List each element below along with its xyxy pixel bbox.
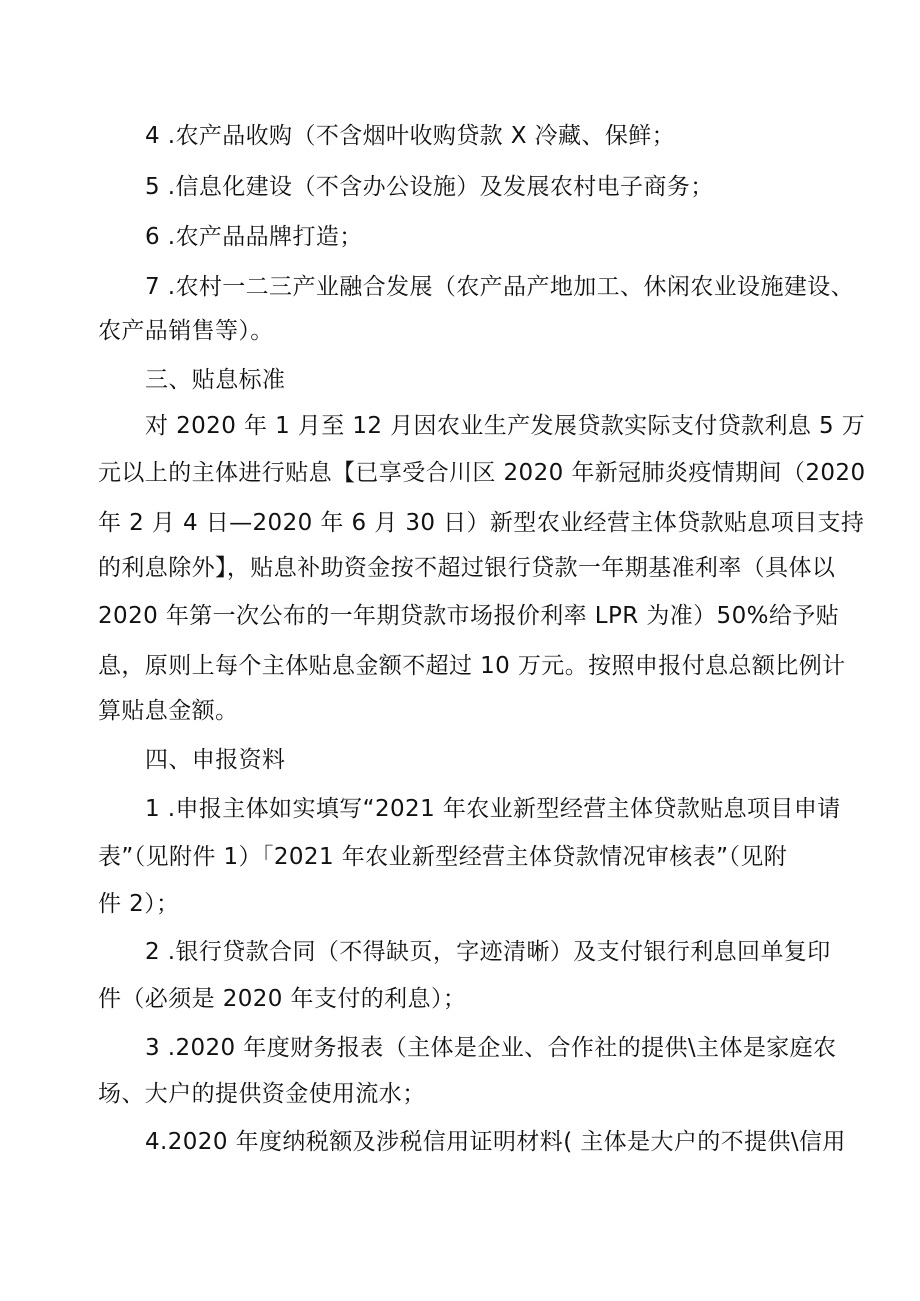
list-item-4: 4 .农产品收购（不含烟叶收购贷款 X 冷藏、保鲜； [145,123,676,149]
list-item-req-1-cont: 件 2）； [98,891,180,917]
section-heading-3: 三、贴息标准 [145,367,286,393]
list-item-req-2-cont: 件（必须是 2020 年支付的利息）； [98,986,467,1012]
paragraph-line: 算贴息金额。 [98,698,239,724]
list-item-req-2: 2 .银行贷款合同（不得缺页，字迹清晰）及支付银行利息回单复印 [145,939,831,965]
paragraph-line: 的利息除外】，贴息补助资金按不超过银行贷款一年期基准利率（具体以 [98,555,836,581]
list-item-req-4: 4.2020 年度纳税额及涉税信用证明材料( 主体是大户的不提供\信用 [145,1129,846,1155]
list-item-7: 7 .农村一二三产业融合发展（农产品产地加工、休闲农业设施建设、 [145,274,855,300]
list-item-req-3-cont: 场、大户的提供资金使用流水； [98,1081,426,1107]
list-item-req-3: 3 .2020 年度财务报表（主体是企业、合作社的提供\主体是家庭农 [145,1035,837,1061]
paragraph-line: 元以上的主体进行贴息【已享受合川区 2020 年新冠肺炎疫情期间（2020 [98,460,866,486]
paragraph-line: 对 2020 年 1 月至 12 月因农业生产发展贷款实际支付贷款利息 5 万 [145,413,866,439]
list-item-5: 5 .信息化建设（不含办公设施）及发展农村电子商务； [145,174,714,200]
paragraph-line: 年 2 月 4 日—2020 年 6 月 30 日）新型农业经营主体贷款贴息项目支持 [98,510,865,536]
list-item-req-1-cont: 表”（见附件 1）「2021 年农业新型经营主体贷款情况审核表”（见附 [98,844,788,870]
list-item-6: 6 .农产品品牌打造； [145,224,363,250]
list-item-req-1: 1 .申报主体如实填写“2021 年农业新型经营主体贷款贴息项目申请 [145,796,841,822]
paragraph-line: 2020 年第一次公布的一年期贷款市场报价利率 LPR 为准）50%给予贴 [98,603,840,629]
section-heading-4: 四、申报资料 [145,747,286,773]
list-item-7-cont: 农产品销售等）。 [98,318,274,344]
paragraph-line: 息，原则上每个主体贴息金额不超过 10 万元。按照申报付息总额比例计 [98,653,846,679]
